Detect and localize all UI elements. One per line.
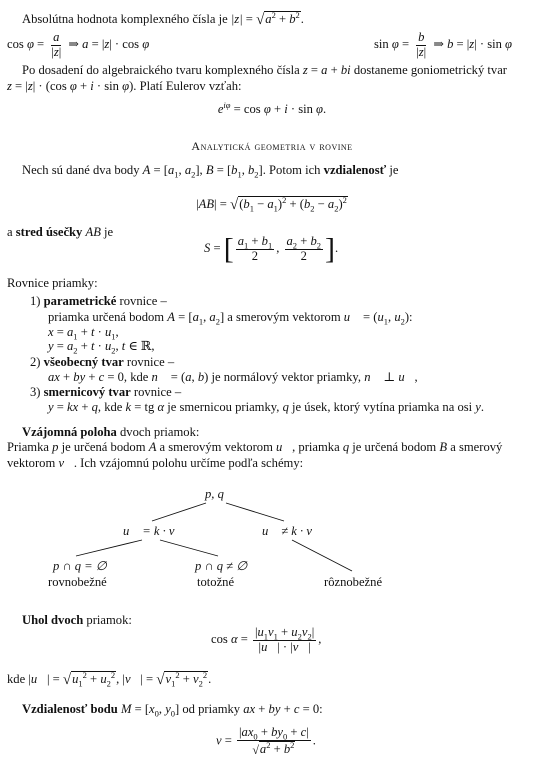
line-item-1-desc: priamka určená bodom $A = [a_1$, $a_2$] a smerovým vektorom u⃗ = ($u_1$, $u_2$): [48,310,413,327]
position-text-1: Priamka p je určená bodom A a smerovým vektorom u⃗, priamka q je určená bodom B a smerový [7,440,503,454]
position-text-2: vektorom v⃗. Ich vzájomnú polohu určíme podľa schémy: [7,456,304,470]
diagram-leaf2-condition: p ∩ q ≠ ∅ [195,559,248,573]
angle-formula: cos α = $\frac{|u_1v_1 + u_2v_2|}{|u⃗| \cdot |v⃗|}$ , [211,625,322,654]
vector-norms: kde |u⃗| = $√u_1^2 + u_2^2$, |v⃗| = $√v_1^2 + v_2^2$. [7,669,212,689]
line-item-3: 3) smernicový tvar rovnice – [30,385,182,399]
edge-left-leaf2 [160,540,218,556]
diagram-leaf3-label: rôznobežné [324,575,383,589]
edge-right-leaf3 [292,540,352,571]
abs-value-line: Absolútna hodnota komplexného čísla je $|z| = √a^2 + b^2$. [22,9,304,28]
param-x: $x = a_1 + t \cdot u_1$, [48,325,119,342]
sin-formula: sin φ = $\frac{b}{|z|}$ ⇒ b = |z| · sin φ [374,30,513,59]
substitution-line-1: Po dosadení do algebraického tvaru komplexného čísla z = a + bi dostaneme goniometrický tvar [22,63,507,77]
dist-formula: v = $\frac{|ax_0 + by_0 + c|}{√a^2 + b^2}$ . [216,725,316,757]
dist-heading: Vzdialenosť bodu $M = [x_0$, $y_0$] od priamky ax + by + c = 0: [22,702,323,719]
edge-root-right [226,503,284,521]
edge-root-left [152,503,206,521]
line-item-2: 2) všeobecný tvar rovnice – [30,355,175,369]
substitution-line-2: z = |z| · (cos φ + i · sin φ). Platí Eulerov vzťah: [7,79,242,93]
diagram-root: p, q [205,487,224,501]
abs-value-text: Absolútna hodnota komplexného čísla je [22,12,228,26]
section-title: Analytická geometria v rovine [191,139,353,153]
edge-left-leaf1 [76,540,142,556]
line-item-3-desc: y = kx + q, kde k = tg α je smernicou priamky, q je úsek, ktorý vytína priamka na osi y. [48,400,485,414]
diagram-leaf1-condition: p ∩ q = ∅ [53,559,107,573]
distance-formula: $|AB| = √(b_1 - a_1)^2 + (b_2 - a_2)^2$ [196,194,347,214]
diagram-left-condition: u⃗ = k · v⃗ [123,524,185,538]
cos-formula: cos φ = $\frac{a}{|z|}$ ⇒ a = |z| · cos φ [7,30,150,59]
param-y: $y = a_2 + t \cdot u_2$, t ∈ ℝ, [48,339,155,356]
lines-heading: Rovnice priamky: [7,276,98,290]
midpoint-formula: S = [ $\frac{a_1 + b_1}{2}$ , $\frac{a_2 + b_2}{2}$ ]. [204,232,339,266]
angle-heading: Uhol dvoch priamok: [22,613,132,627]
line-item-1: 1) parametrické rovnice – [30,294,167,308]
position-heading: Vzájomná poloha dvoch priamok: [22,425,200,439]
points-line: Nech sú dané dva body $A = [a_1$, $a_2$], $B = [b_1$, $b_2$]. Potom ich vzdialenosť je [22,163,399,180]
euler-formula: $e^{i\varphi} = \cos \varphi + i \cdot \sin \varphi$. [217,99,327,116]
midpoint-intro: a stred úsečky AB je [7,225,114,239]
diagram-leaf2-label: totožné [197,575,235,589]
line-item-2-desc: ax + by + c = 0, kde n⃗ = (a, b) je normálový vektor priamky, n⃗ ⊥ u⃗, [48,370,418,384]
diagram-leaf1-label: rovnobežné [48,575,107,589]
diagram-right-condition: u⃗ ≠ k · v⃗ [262,524,322,538]
